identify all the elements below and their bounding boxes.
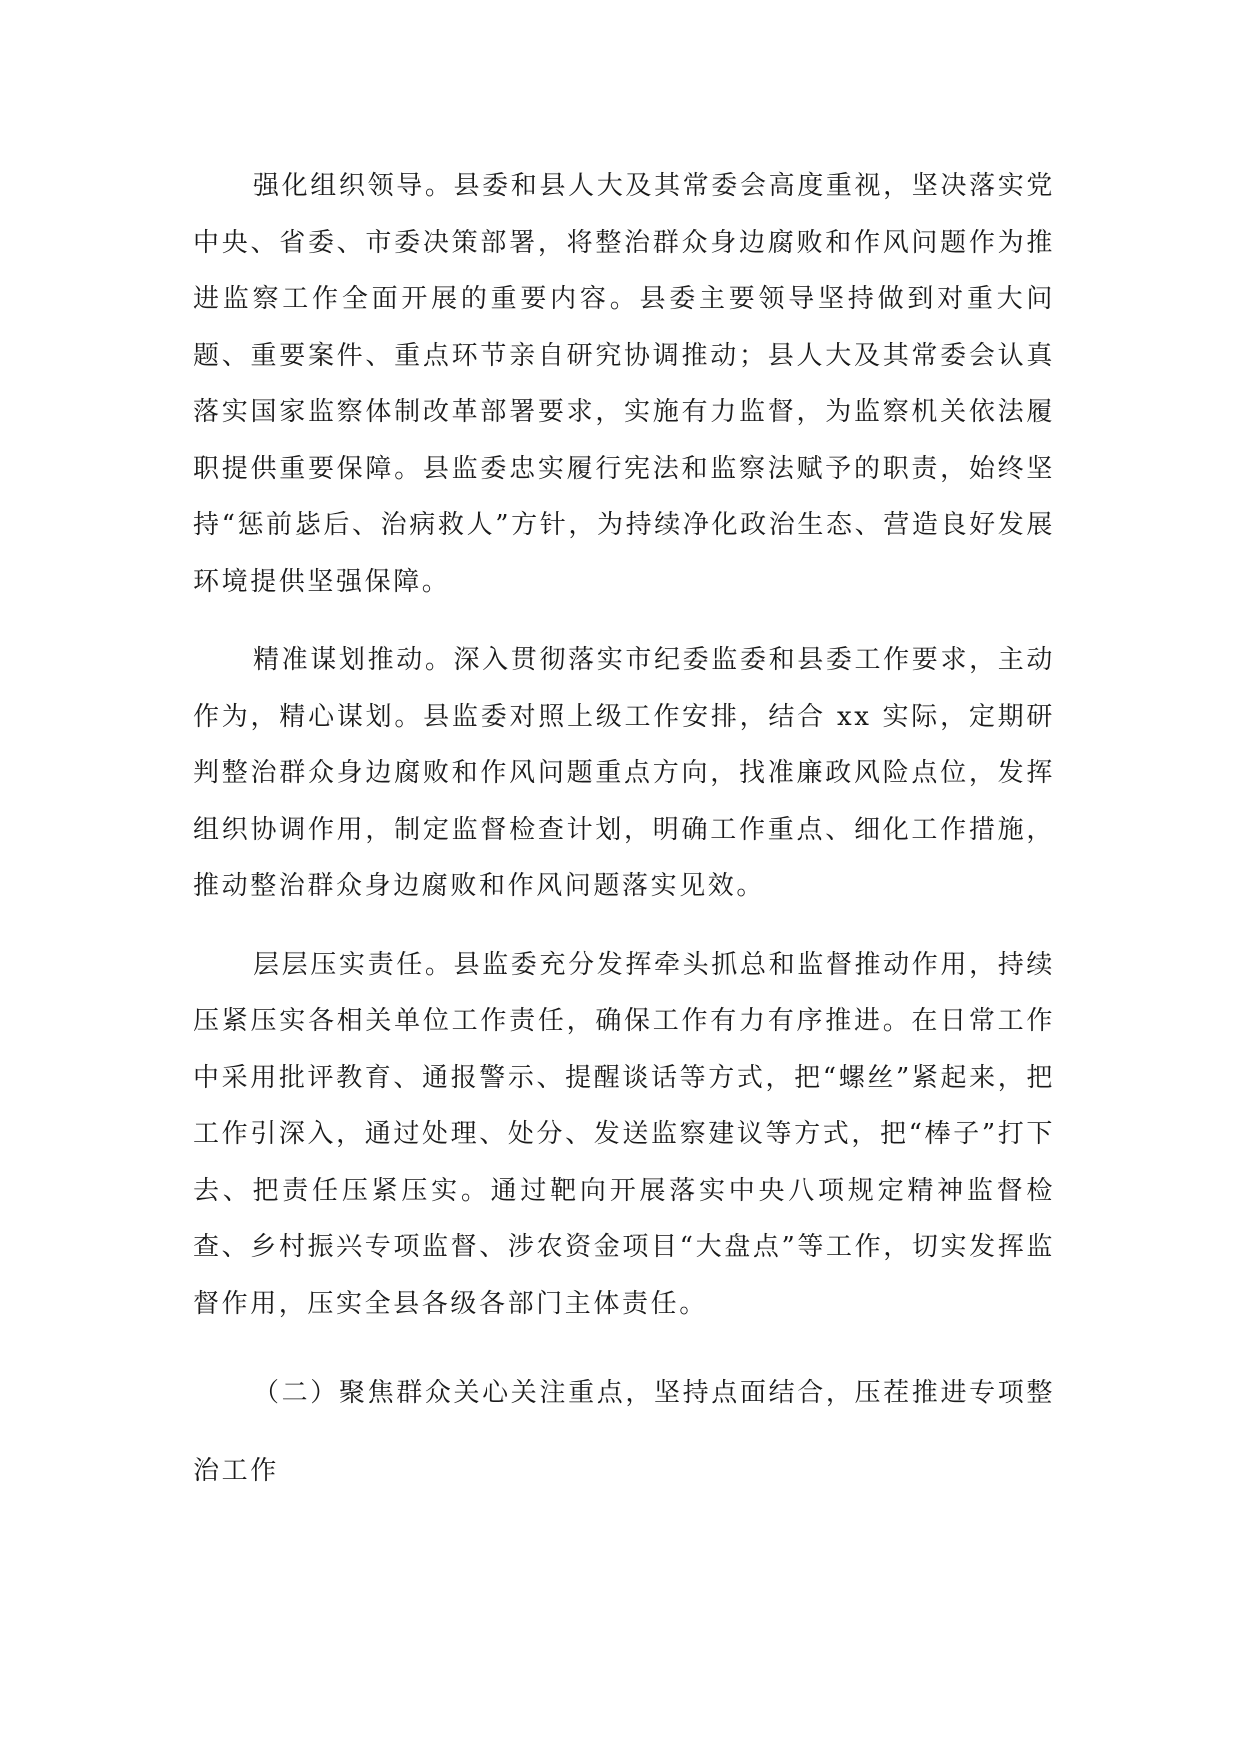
paragraph-responsibility: 层层压实责任。县监委充分发挥牵头抓总和监督推动作用，持续压紧压实各相关单位工作责任，确保工作有力有序推进。在日常工作中采用批评教育、通报警示、提醒谈话等方式，把“螺丝”紧起来，把工作引深入，通过处理、处分、发送监察建议等方式，把“棒子”打下去、把责任压紧压实。通过靶向开展落实中央八项规定精神监督检查、乡村振兴专项监督、涉农资金项目“大盘点”等工作，切实发挥监督作用，压实全县各级各部门主体责任。 bbox=[193, 949, 1055, 1319]
paragraph-precise-planning: 精准谋划推动。深入贯彻落实市纪委监委和县委工作要求，主动作为，精心谋划。县监委对照上级工作安排，结合 xx 实际，定期研判整治群众身边腐败和作风问题重点方向，找准廉政风险点位，发挥组织协调作用，制定监督检查计划，明确工作重点、细化工作措施，推动整治群众身边腐败和作风问题落实见效。 bbox=[193, 645, 1055, 901]
document-body bbox=[193, 158, 1055, 1510]
paragraph-strengthen-leadership: 强化组织领导。县委和县人大及其常委会高度重视，坚决落实党中央、省委、市委决策部署，将整治群众身边腐败和作风问题作为推进监察工作全面开展的重要内容。县委主要领导坚持做到对重大问题、重要案件、重点环节亲自研究协调推动；县人大及其常委会认真落实国家监察体制改革部署要求，实施有力监督，为监察机关依法履职提供重要保障。县监委忠实履行宪法和监察法赋予的职责，始终坚持“惩前毖后、治病救人”方针，为持续净化政治生态、营造良好发展环境提供坚强保障。 bbox=[193, 171, 1055, 597]
section-heading: （二）聚焦群众关心关注重点，坚持点面结合，压茬推进专项整治工作 bbox=[193, 1378, 1055, 1486]
